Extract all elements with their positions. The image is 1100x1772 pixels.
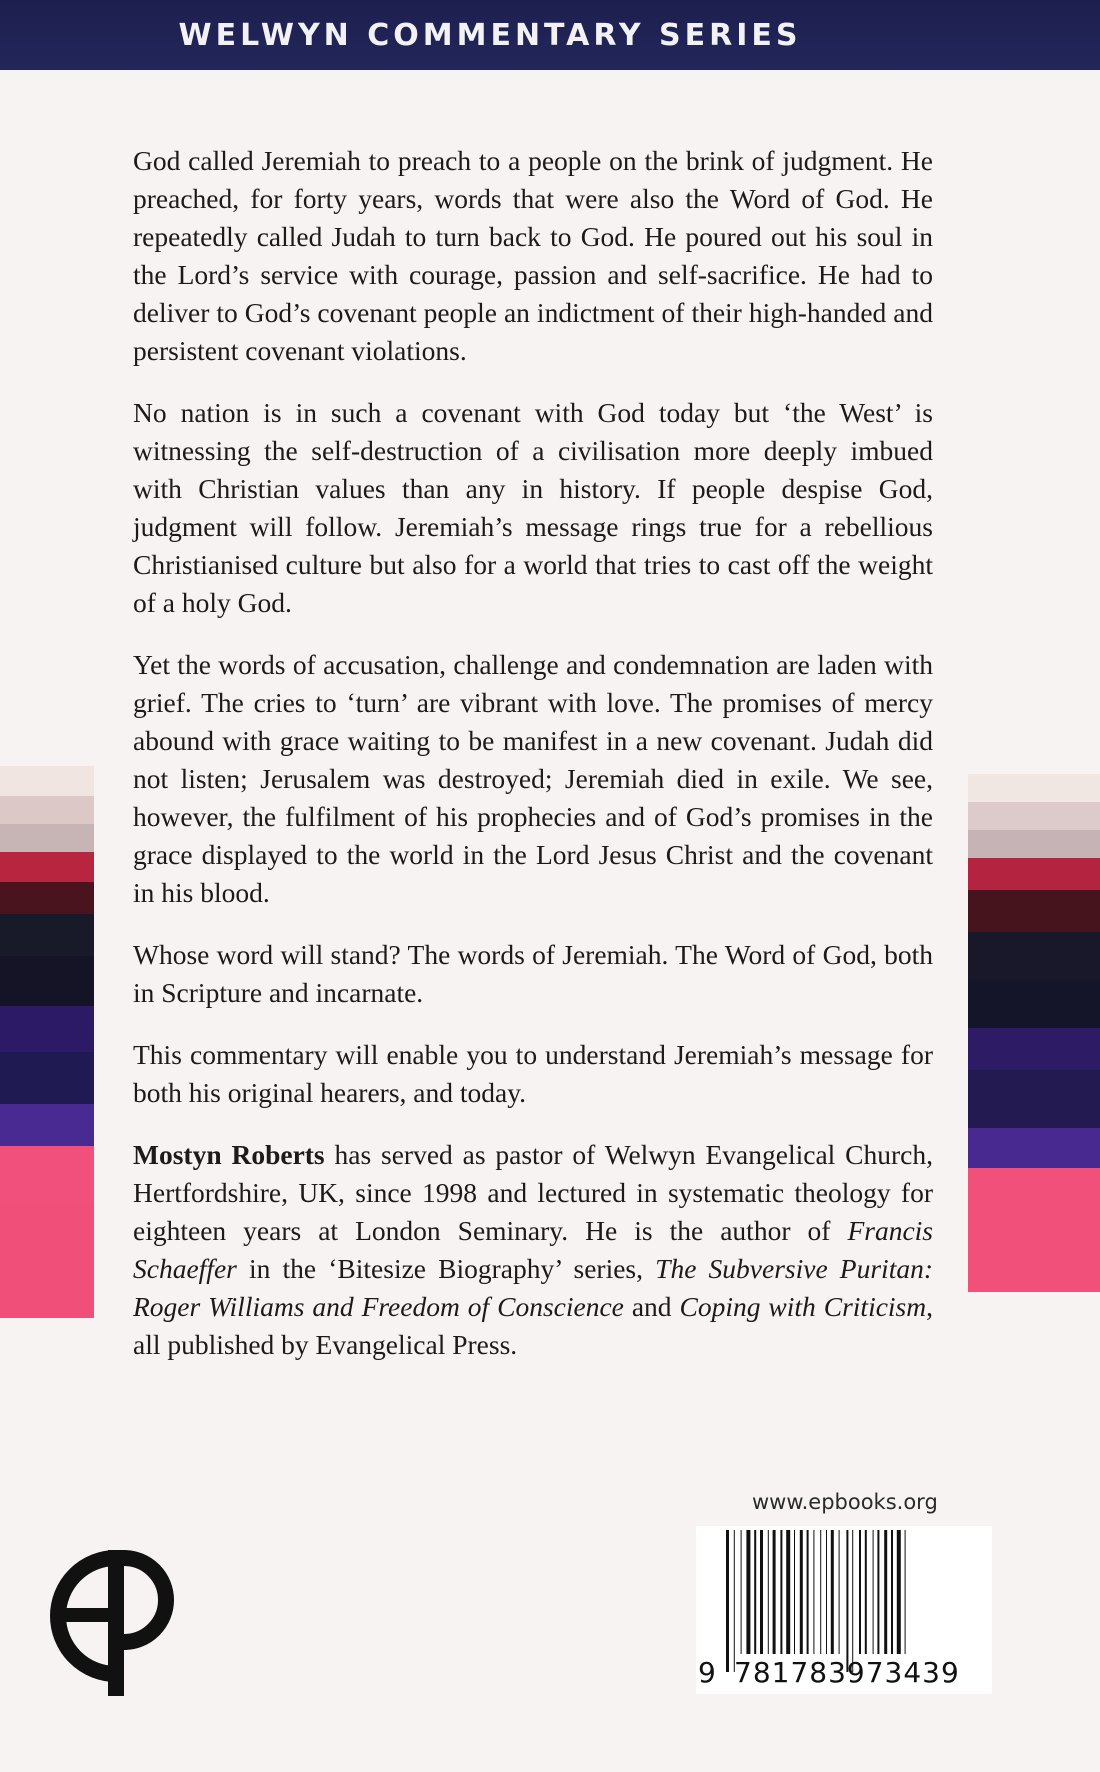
barcode-bar: [846, 1530, 848, 1672]
barcode-bar: [839, 1530, 840, 1654]
stripe-band: [0, 1146, 94, 1204]
series-banner: [0, 0, 1100, 70]
barcode-bar: [831, 1530, 834, 1654]
barcode-bar: [773, 1530, 776, 1654]
author-bio: [133, 1136, 933, 1364]
barcode-bar: [794, 1530, 795, 1654]
book-title-2: The Subversive Puritan: Roger Williams and Freedom of Conscience: [133, 1253, 933, 1322]
book-title-3: Coping with Criticism: [679, 1291, 927, 1322]
isbn-barcode: [696, 1526, 992, 1694]
blurb-paragraph-5: This commentary will enable you to understand Jeremiah’s message for both his original hearers, and today.: [133, 1039, 933, 1108]
barcode-bar: [897, 1530, 901, 1654]
barcode-bar: [807, 1530, 809, 1654]
blurb-paragraph-4: Whose word will stand? The words of Jeremiah. The Word of God, both in Scripture and incarnate.: [133, 939, 933, 1008]
publisher-website: www.epbooks.org: [752, 1490, 938, 1514]
author-bio-text-1: has served as pastor of Welwyn Evangelical Church, Hertfordshire, UK, since 1998 and lectured in systematic theology for eighteen years at London Seminary. He is the author of: [133, 1139, 933, 1246]
stripe-band: [0, 956, 94, 1006]
barcode-bar: [865, 1530, 867, 1654]
stripe-band: [0, 1006, 94, 1052]
stripe-band: [968, 774, 1100, 802]
stripe-band: [968, 858, 1100, 890]
barcode-bar: [780, 1530, 782, 1654]
stripe-band: [0, 1204, 94, 1318]
blurb-paragraph-1: God called Jeremiah to preach to a people on the brink of judgment. He preached, for forty years, words that were also the Word of God. He repeatedly called Judah to turn back to God. He poured out his soul in the Lord’s service with courage, passion and self-sacrifice. He had to deliver to God’s covenant people an indictment of their high-handed and persistent covenant violations.: [133, 145, 933, 366]
barcode-bar: [760, 1530, 763, 1654]
barcode-bar: [873, 1530, 874, 1654]
barcode-bar: [813, 1530, 814, 1654]
barcode-bar: [884, 1530, 887, 1654]
stripe-band: [968, 1028, 1100, 1070]
book-title-1: Francis Schaeffer: [133, 1215, 933, 1284]
author-bio-text-2: in the ‘Bitesize Biography’ series,: [236, 1253, 656, 1284]
author-name: Mostyn Roberts: [133, 1139, 325, 1170]
barcode-bar: [768, 1530, 769, 1654]
stripe-band: [0, 852, 94, 882]
stripe-band: [0, 1052, 94, 1104]
stripe-band: [0, 824, 94, 852]
stripe-band: [968, 1128, 1100, 1168]
barcode-bar: [746, 1530, 750, 1654]
ep-publisher-logo: [38, 1536, 198, 1696]
blurb-paragraph-2: No nation is in such a covenant with God today but ‘the West’ is witnessing the self-destruction of a civilisation more deeply imbued with Christian values than any in history. If people despise God, judgment will follow. Jeremiah’s message rings true for a rebellious Christianised culture but also for a world that tries to cast off the weight of a holy God.: [133, 397, 933, 618]
stripe-band: [0, 882, 94, 914]
isbn-first-digit: 9: [698, 1656, 717, 1689]
barcode-bar: [741, 1530, 742, 1654]
barcode-bar: [891, 1530, 893, 1654]
decorative-stripes-right: [968, 774, 1100, 1326]
barcode-bar: [859, 1530, 861, 1654]
barcode-bar: [905, 1530, 906, 1654]
barcode-bar: [754, 1530, 756, 1654]
stripe-band: [0, 1104, 94, 1146]
back-cover-blurb: [133, 142, 933, 1388]
blurb-paragraph-3: Yet the words of accusation, challenge and condemnation are laden with grief. The cries to ‘turn’ are vibrant with love. The promises of mercy abound with grace waiting to be manifest in a new covenant. Judah did not listen; Jerusalem was destroyed; Jeremiah died in exile. We see, however, the fulfilment of his prophecies and of God’s promises in the grace displayed to the world in the Lord Jesus Christ and the covenant in his blood.: [133, 649, 933, 908]
stripe-band: [0, 914, 94, 956]
stripe-band: [968, 890, 1100, 932]
isbn-remaining-digits: 781783973439: [734, 1656, 960, 1689]
series-title: WELWYN COMMENTARY SERIES: [178, 17, 802, 53]
barcode-bar: [726, 1530, 729, 1672]
barcode-bar: [820, 1530, 821, 1654]
stripe-band: [0, 766, 94, 796]
stripe-band: [968, 1070, 1100, 1128]
author-bio-text-4: , all published by Evangelical Press.: [133, 1291, 933, 1360]
stripe-band: [968, 830, 1100, 858]
barcode-bar: [852, 1530, 853, 1672]
barcode-bar: [826, 1530, 827, 1654]
stripe-band: [0, 796, 94, 824]
stripe-band: [968, 932, 1100, 980]
barcode-bar: [800, 1530, 803, 1654]
stripe-band: [968, 1168, 1100, 1292]
barcode-bar: [877, 1530, 879, 1654]
decorative-stripes-left: [0, 766, 94, 1318]
stripe-band: [968, 802, 1100, 830]
author-bio-text-3: and: [623, 1291, 680, 1322]
barcode-bar: [734, 1530, 735, 1672]
barcode-bar: [786, 1530, 790, 1654]
stripe-band: [968, 980, 1100, 1028]
